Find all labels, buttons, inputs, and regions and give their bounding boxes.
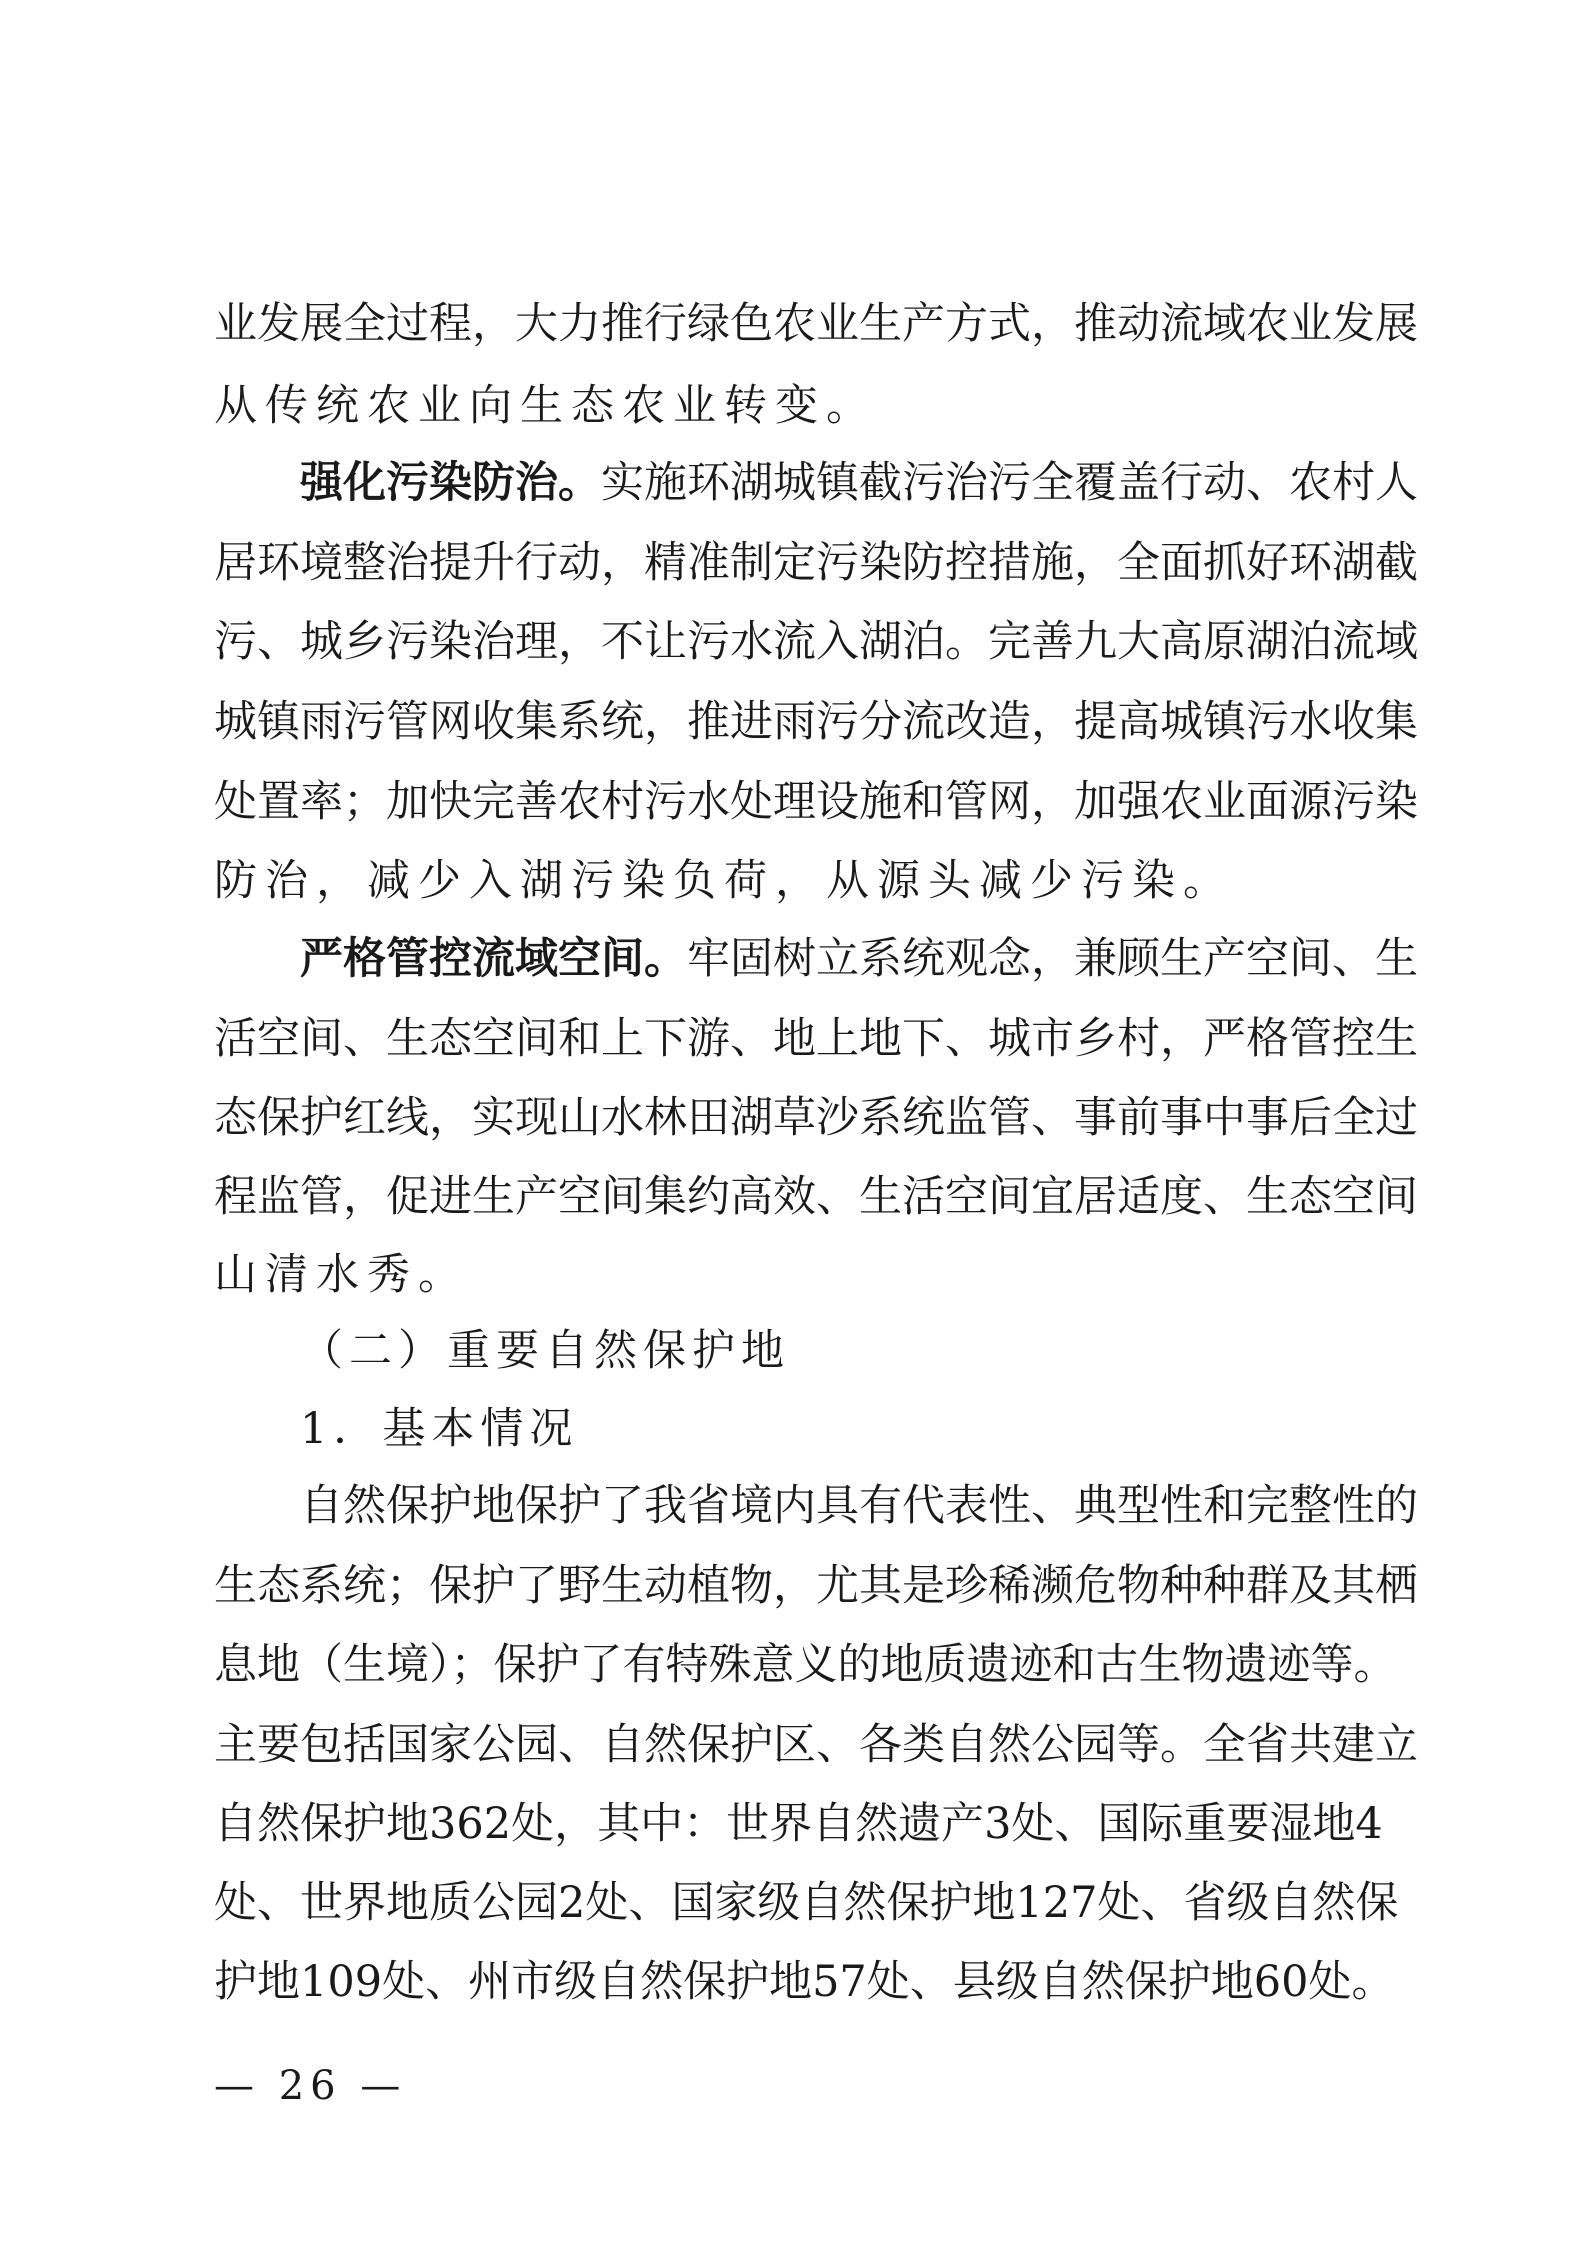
paragraph-line: 生态系统；保护了野生动植物，尤其是珍稀濒危物种种群及其栖 (214, 1561, 1418, 1611)
paragraph-line: 态保护红线，实现山水林田湖草沙系统监管、事前事中事后全过 (214, 1093, 1418, 1143)
paragraph-line (300, 924, 1418, 994)
paragraph-line: 防治，减少入湖污染负荷，从源头减少污染。 (214, 856, 1234, 906)
paragraph-line: 处、世界地质公园2处、国家级自然保护地127处、省级自然保 (214, 1878, 1399, 1928)
paragraph-line (300, 448, 1418, 518)
paragraph-line: 居环境整治提升行动，精准制定污染防控措施，全面抓好环湖截 (214, 538, 1418, 588)
subsection-heading: 1．基本情况 (300, 1404, 579, 1454)
paragraph-line: 山清水秀。 (214, 1250, 469, 1300)
paragraph-line: 污、城乡污染治理，不让污水流入湖泊。完善九大高原湖泊流域 (214, 617, 1418, 667)
paragraph-line: 护地109处、州市级自然保护地57处、县级自然保护地60处。 (214, 1957, 1395, 2007)
paragraph-text: 牢固树立系统观念，兼顾生产空间、生 (687, 934, 1418, 984)
paragraph-line: 处置率；加快完善农村污水处理设施和管网，加强农业面源污染 (214, 777, 1418, 827)
paragraph-line: 自然保护地保护了我省境内具有代表性、典型性和完整性的 (300, 1481, 1418, 1531)
paragraph-line: 从传统农业向生态农业转变。 (214, 381, 877, 431)
paragraph-line: 自然保护地362处，其中：世界自然遗产3处、国际重要湿地4 (214, 1799, 1383, 1849)
paragraph-line: 城镇雨污管网收集系统，推进雨污分流改造，提高城镇污水收集 (214, 697, 1418, 747)
page-number: — 26 — (214, 2063, 407, 2109)
paragraph-line: 程监管，促进生产空间集约高效、生活空间宜居适度、生态空间 (214, 1172, 1418, 1222)
paragraph-lead-heading: 严格管控流域空间。 (300, 934, 687, 984)
paragraph-text: 实施环湖城镇截污治污全覆盖行动、农村人 (601, 458, 1418, 508)
paragraph-line: 活空间、生态空间和上下游、地上地下、城市乡村，严格管控生 (214, 1014, 1418, 1064)
section-heading: （二）重要自然保护地 (300, 1326, 790, 1376)
paragraph-lead-heading: 强化污染防治。 (300, 458, 601, 508)
paragraph-line: 业发展全过程，大力推行绿色农业生产方式，推动流域农业发展 (214, 299, 1418, 349)
paragraph-line: 主要包括国家公园、自然保护区、各类自然公园等。全省共建立 (214, 1720, 1418, 1770)
paragraph-line: 息地（生境）；保护了有特殊意义的地质遗迹和古生物遗迹等。 (214, 1640, 1397, 1690)
